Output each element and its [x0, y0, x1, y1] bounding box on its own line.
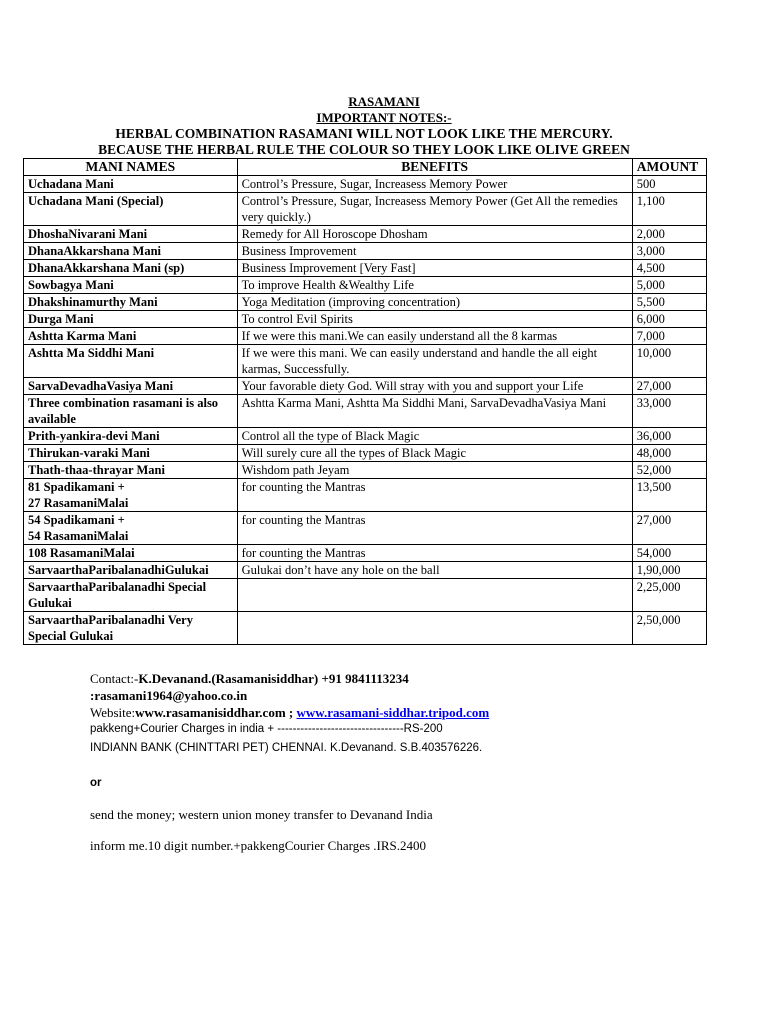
cell-benefit: for counting the Mantras: [237, 545, 632, 562]
bank-details-line: INDIANN BANK (CHINTTARI PET) CHENNAI. K.Devanand. S.B.403576226.: [90, 742, 483, 754]
website-label: Website:: [90, 705, 136, 720]
contact-phone: +91 9841113234: [318, 671, 409, 686]
document-title: RASAMANI: [348, 94, 420, 109]
cell-amount: 3,000: [632, 243, 706, 260]
cell-amount: 2,25,000: [632, 579, 706, 612]
cell-amount: 7,000: [632, 328, 706, 345]
cell-mani-name: DhanaAkkarshana Mani: [24, 243, 238, 260]
cell-amount: 13,500: [632, 479, 706, 512]
cell-amount: 52,000: [632, 462, 706, 479]
table-row: [24, 562, 707, 579]
cell-mani-name: SarvaarthaParibalanadhi Special Gulukai: [24, 579, 238, 612]
cell-mani-name: SarvaDevadhaVasiya Mani: [24, 378, 238, 395]
cell-mani-name: Thirukan-varaki Mani: [24, 445, 238, 462]
cell-benefit: Control’s Pressure, Sugar, Increasess Memory Power: [237, 176, 632, 193]
table-row: [24, 479, 707, 512]
cell-benefit: Control’s Pressure, Sugar, Increasess Memory Power (Get All the remedies very quickly.): [237, 193, 632, 226]
table-row: [24, 176, 707, 193]
cell-amount: 4,500: [632, 260, 706, 277]
table-row: [24, 294, 707, 311]
cell-benefit: [237, 612, 632, 645]
cell-mani-name: SarvaarthaParibalanadhi Very Special Gulukai: [24, 612, 238, 645]
website-link-2[interactable]: www.rasamani-siddhar.tripod.com: [296, 705, 490, 720]
cell-amount: 36,000: [632, 428, 706, 445]
table-row: [24, 395, 707, 428]
table-row: [24, 193, 707, 226]
price-table: [23, 158, 707, 645]
contact-line: [90, 671, 409, 687]
cell-amount: 27,000: [632, 512, 706, 545]
cell-mani-name: Thath-thaa-thrayar Mani: [24, 462, 238, 479]
cell-benefit: Your favorable diety God. Will stray with you and support your Life: [237, 378, 632, 395]
header-mani-names: MANI NAMES: [24, 159, 238, 176]
cell-mani-name: Prith-yankira-devi Mani: [24, 428, 238, 445]
cell-mani-name: Durga Mani: [24, 311, 238, 328]
cell-benefit: for counting the Mantras: [237, 479, 632, 512]
cell-amount: 10,000: [632, 345, 706, 378]
website-line: [90, 705, 489, 721]
cell-mani-name: SarvaarthaParibalanadhiGulukai: [24, 562, 238, 579]
table-body: [24, 176, 707, 645]
courier-charges-line: pakkeng+Courier Charges in india + ---------------------------------RS-200: [90, 723, 443, 735]
western-union-line: send the money; western union money transfer to Devanand India: [90, 807, 433, 822]
cell-amount: 5,000: [632, 277, 706, 294]
cell-benefit: for counting the Mantras: [237, 512, 632, 545]
cell-amount: 500: [632, 176, 706, 193]
table-row: [24, 328, 707, 345]
cell-mani-name: Dhakshinamurthy Mani: [24, 294, 238, 311]
header-benefits: BENEFITS: [237, 159, 632, 176]
table-row: [24, 226, 707, 243]
cell-mani-name: DhoshaNivarani Mani: [24, 226, 238, 243]
table-row: [24, 311, 707, 328]
cell-mani-name: 108 RasamaniMalai: [24, 545, 238, 562]
cell-amount: 1,90,000: [632, 562, 706, 579]
table-row: [24, 579, 707, 612]
table-row: [24, 277, 707, 294]
cell-benefit: Wishdom path Jeyam: [237, 462, 632, 479]
cell-mani-name: Uchadana Mani (Special): [24, 193, 238, 226]
contact-email: :rasamani1964@yahoo.co.in: [90, 688, 248, 703]
cell-benefit: To improve Health &Wealthy Life: [237, 277, 632, 294]
cell-benefit: Control all the type of Black Magic: [237, 428, 632, 445]
important-notes-heading: IMPORTANT NOTES:-: [316, 110, 452, 125]
note-line-2: BECAUSE THE HERBAL RULE THE COLOUR SO THEY LOOK LIKE OLIVE GREEN: [98, 142, 630, 157]
cell-benefit: If we were this mani.We can easily understand all the 8 karmas: [237, 328, 632, 345]
cell-mani-name: 54 Spadikamani + 54 RasamaniMalai: [24, 512, 238, 545]
contact-name: K.Devanand.(Rasamanisiddhar): [138, 671, 319, 686]
cell-amount: 5,500: [632, 294, 706, 311]
table-row: [24, 243, 707, 260]
inform-line: inform me.10 digit number.+pakkengCourier Charges .IRS.2400: [90, 838, 427, 853]
cell-benefit: Yoga Meditation (improving concentration): [237, 294, 632, 311]
website-link-1[interactable]: www.rasamanisiddhar.com: [135, 705, 286, 720]
table-header-row: [24, 159, 707, 176]
cell-benefit: Business Improvement: [237, 243, 632, 260]
cell-benefit: Ashtta Karma Mani, Ashtta Ma Siddhi Mani, SarvaDevadhaVasiya Mani: [237, 395, 632, 428]
table-row: [24, 512, 707, 545]
cell-benefit: If we were this mani. We can easily understand and handle the all eight karmas, Successfully.: [237, 345, 632, 378]
table-row: [24, 378, 707, 395]
table-row: [24, 462, 707, 479]
cell-amount: 54,000: [632, 545, 706, 562]
cell-mani-name: 81 Spadikamani + 27 RasamaniMalai: [24, 479, 238, 512]
cell-amount: 6,000: [632, 311, 706, 328]
table-row: [24, 260, 707, 277]
cell-amount: 48,000: [632, 445, 706, 462]
cell-mani-name: Sowbagya Mani: [24, 277, 238, 294]
cell-benefit: Business Improvement [Very Fast]: [237, 260, 632, 277]
table-row: [24, 612, 707, 645]
cell-amount: 27,000: [632, 378, 706, 395]
table-row: [24, 445, 707, 462]
or-separator: or: [90, 777, 102, 789]
table-row: [24, 428, 707, 445]
table-row: [24, 345, 707, 378]
cell-amount: 2,000: [632, 226, 706, 243]
cell-benefit: To control Evil Spirits: [237, 311, 632, 328]
cell-amount: 2,50,000: [632, 612, 706, 645]
cell-benefit: Gulukai don’t have any hole on the ball: [237, 562, 632, 579]
cell-mani-name: Uchadana Mani: [24, 176, 238, 193]
cell-benefit: Will surely cure all the types of Black Magic: [237, 445, 632, 462]
cell-amount: 33,000: [632, 395, 706, 428]
table-row: [24, 545, 707, 562]
cell-benefit: Remedy for All Horoscope Dhosham: [237, 226, 632, 243]
cell-benefit: [237, 579, 632, 612]
cell-mani-name: DhanaAkkarshana Mani (sp): [24, 260, 238, 277]
cell-mani-name: Ashtta Ma Siddhi Mani: [24, 345, 238, 378]
cell-mani-name: Three combination rasamani is also available: [24, 395, 238, 428]
cell-mani-name: Ashtta Karma Mani: [24, 328, 238, 345]
contact-label: Contact:-: [90, 671, 139, 686]
cell-amount: 1,100: [632, 193, 706, 226]
website-separator: ;: [285, 705, 297, 720]
header-amount: AMOUNT: [632, 159, 706, 176]
note-line-1: HERBAL COMBINATION RASAMANI WILL NOT LOOK LIKE THE MERCURY.: [115, 126, 613, 141]
